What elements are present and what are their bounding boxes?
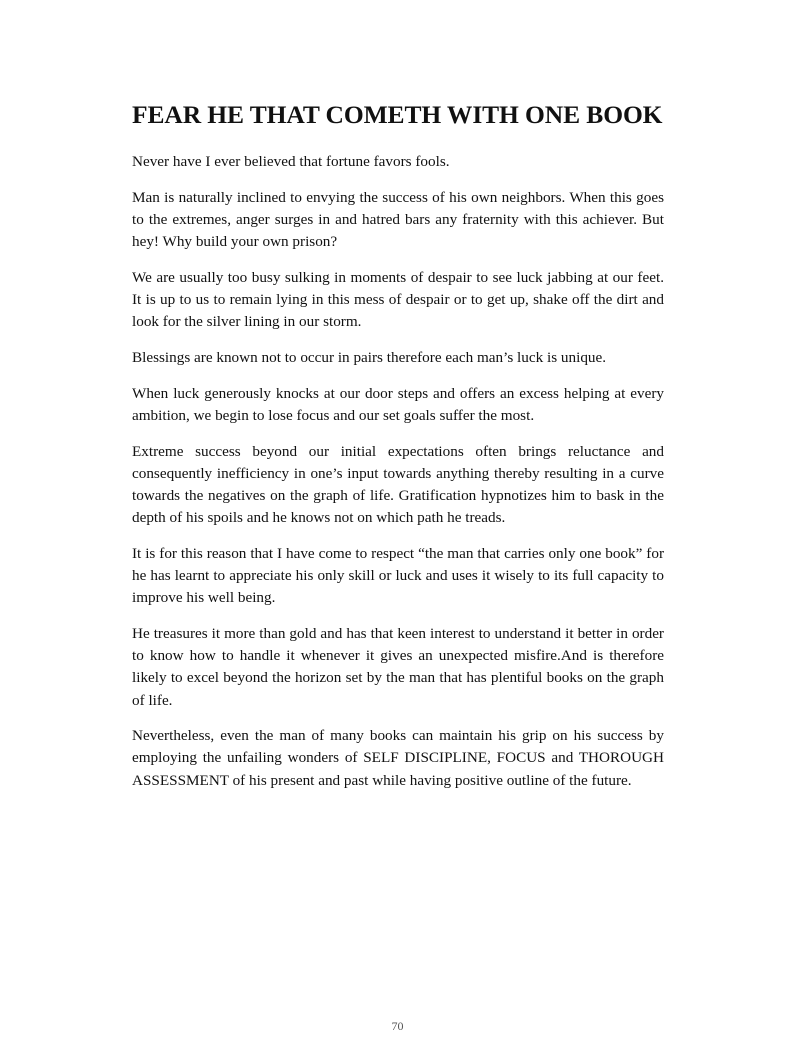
- paragraph-5: When luck generously knocks at our door steps and offers an excess helping at every ambition, we begin to lose focus and our set goals suffer the most.: [132, 384, 664, 424]
- paragraph-6: Extreme success beyond our initial expectations often brings reluctance and consequently inefficiency in one’s input towards anything thereby resulting in a curve towards the negatives on the graph of life. Gratification hypnotizes him to bask in the depth of his spoils and he knows not on which path he treads.: [132, 442, 664, 527]
- paragraph-2: Man is naturally inclined to envying the success of his own neighbors. When this goes to the extremes, anger surges in and hatred bars any fraternity with this achiever. But hey! Why build your own prison?: [132, 188, 664, 251]
- paragraph-3: We are usually too busy sulking in moments of despair to see luck jabbing at our feet. It is up to us to remain lying in this mess of despair or to get up, shake off the dirt and look for the silver lining in our storm.: [132, 268, 664, 331]
- paragraph-9: Nevertheless, even the man of many books can maintain his grip on his success by employing the unfailing wonders of SELF DISCIPLINE, FOCUS and THOROUGH ASSESSMENT of his present and past while having positive outline of the future.: [132, 727, 664, 789]
- paragraph-7: It is for this reason that I have come to respect “the man that carries only one book” for he has learnt to appreciate his only skill or luck and uses it wisely to its full capacity to improve his well being.: [132, 544, 664, 607]
- paragraph-4: Blessings are known not to occur in pairs therefore each man’s luck is unique.: [132, 348, 607, 366]
- page-content: [132, 100, 664, 805]
- page-number: 70: [391, 1019, 404, 1033]
- paragraph-8: He treasures it more than gold and has that keen interest to understand it better in order to know how to handle it whenever it gives an unexpected misfire.And is therefore likely to excel beyond the horizon set by the man that has plentiful books on the graph of life.: [132, 624, 664, 709]
- paragraph-1: Never have I ever believed that fortune favors fools.: [132, 153, 450, 170]
- chapter-title: FEAR HE THAT COMETH WITH ONE BOOK: [132, 100, 663, 129]
